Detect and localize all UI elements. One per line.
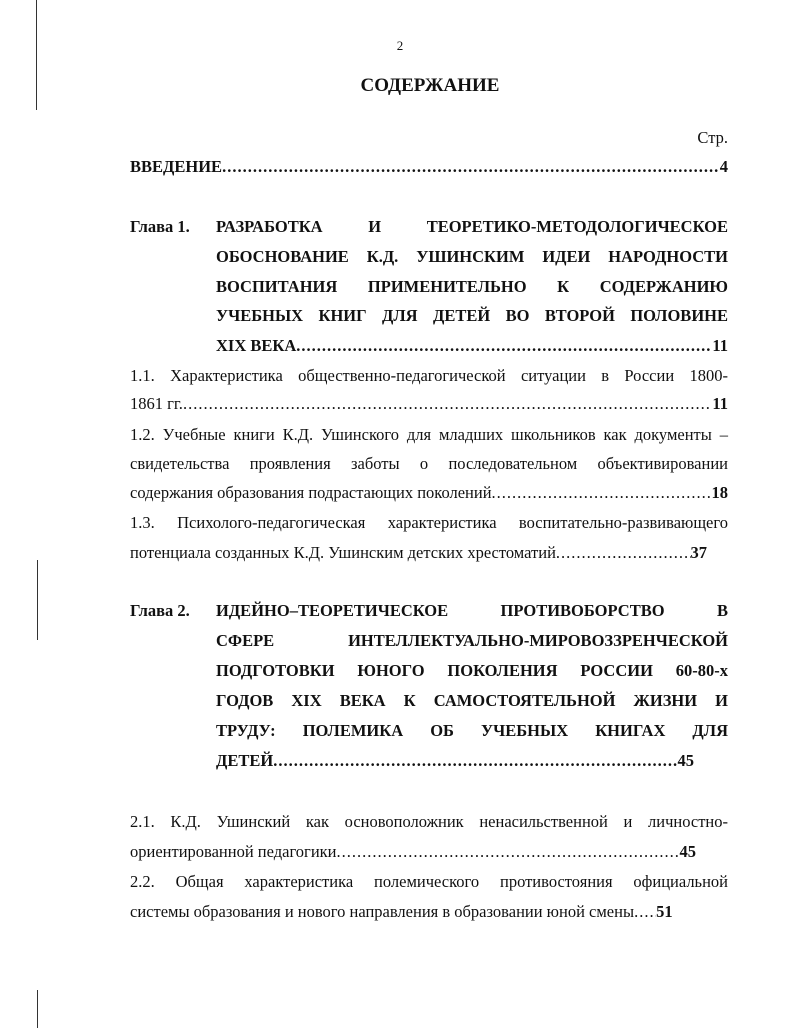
dot-leader	[183, 394, 712, 414]
toc-page: 11	[712, 394, 728, 413]
toc-entry-text: содержания образования подрастающих поколений	[130, 483, 492, 502]
toc-page: 4	[719, 157, 728, 176]
section-line: 2.2. Общая характеристика полемического противостояния официальной	[130, 872, 728, 891]
page-column-label: Стр.	[697, 128, 728, 147]
chapter-title-line: СФЕРЕ ИНТЕЛЛЕКТУАЛЬНО-МИРОВОЗЗРЕНЧЕСКОЙ	[216, 631, 728, 650]
section-line: 1.2. Учебные книги К.Д. Ушинского для младших школьников как документы –	[130, 425, 728, 444]
page-number: 2	[396, 38, 404, 53]
chapter-title-line: ТРУДУ: ПОЛЕМИКА ОБ УЧЕБНЫХ КНИГАХ ДЛЯ	[216, 721, 728, 740]
section-line: 1.1. Характеристика общественно-педагогической ситуации в России 1800-	[130, 366, 728, 385]
toc-page: 18	[711, 483, 728, 502]
toc-entry-section-1-2[interactable]	[130, 483, 728, 503]
scan-margin-line	[36, 0, 37, 110]
section-line: 2.1. К.Д. Ушинский как основоположник ненасильственной и личностно-	[130, 812, 728, 831]
dot-leader	[556, 543, 691, 563]
chapter-title-line: ГОДОВ XIX ВЕКА К САМОСТОЯТЕЛЬНОЙ ЖИЗНИ И	[216, 691, 728, 710]
dot-leader	[222, 157, 720, 177]
chapter-label: Глава 2.	[130, 601, 190, 620]
toc-entry-section-2-1[interactable]	[130, 842, 696, 862]
toc-page: 11	[712, 336, 728, 355]
toc-entry-text: потенциала созданных К.Д. Ушинским детских хрестоматий	[130, 543, 556, 562]
section-line: свидетельства проявления заботы о последовательном объективировании	[130, 454, 728, 473]
toc-entry-text: системы образования и нового направления в образовании юной смены	[130, 902, 635, 921]
dot-leader	[634, 902, 656, 922]
chapter-title-line: ИДЕЙНО–ТЕОРЕТИЧЕСКОЕ ПРОТИВОБОРСТВО В	[216, 601, 728, 620]
scan-margin-line	[37, 560, 38, 640]
toc-entry-text: ориентированной педагогики	[130, 842, 337, 861]
chapter-title-line: УЧЕБНЫХ КНИГ ДЛЯ ДЕТЕЙ ВО ВТОРОЙ ПОЛОВИНЕ	[216, 306, 728, 325]
toc-entry-text: XIX ВЕКА	[216, 336, 297, 355]
toc-entry-text: 1861 гг.	[130, 394, 183, 413]
toc-entry-chapter1[interactable]	[216, 336, 728, 356]
toc-page: 45	[679, 842, 696, 861]
chapter-title-line: РАЗРАБОТКА И ТЕОРЕТИКО-МЕТОДОЛОГИЧЕСКОЕ	[216, 217, 728, 236]
toc-entry-chapter2[interactable]	[216, 751, 694, 771]
toc-entry-text: ВВЕДЕНИЕ	[130, 157, 223, 176]
chapter-title-line: ПОДГОТОВКИ ЮНОГО ПОКОЛЕНИЯ РОССИИ 60-80-х	[216, 661, 728, 680]
toc-page: 51	[656, 902, 673, 921]
chapter-label: Глава 1.	[130, 217, 190, 236]
dot-leader	[337, 842, 680, 862]
toc-entry-section-2-2[interactable]	[130, 902, 698, 922]
scan-margin-line	[37, 990, 38, 1028]
section-line: 1.3. Психолого-педагогическая характеристика воспитательно-развивающего	[130, 513, 728, 532]
toc-entry-section-1-3[interactable]	[130, 543, 707, 563]
dot-leader	[296, 336, 712, 356]
toc-entry-section-1-1[interactable]	[130, 394, 728, 414]
chapter-title-line: ОБОСНОВАНИЕ К.Д. УШИНСКИМ ИДЕИ НАРОДНОСТИ	[216, 247, 728, 266]
toc-page: 37	[690, 543, 707, 562]
dot-leader	[492, 483, 712, 503]
toc-page: 45	[677, 751, 694, 770]
page-title: СОДЕРЖАНИЕ	[360, 75, 500, 96]
toc-entry-intro[interactable]	[130, 157, 728, 177]
chapter-title-line: ВОСПИТАНИЯ ПРИМЕНИТЕЛЬНО К СОДЕРЖАНИЮ	[216, 277, 728, 296]
toc-entry-text: ДЕТЕЙ	[216, 751, 274, 770]
dot-leader	[273, 751, 677, 771]
